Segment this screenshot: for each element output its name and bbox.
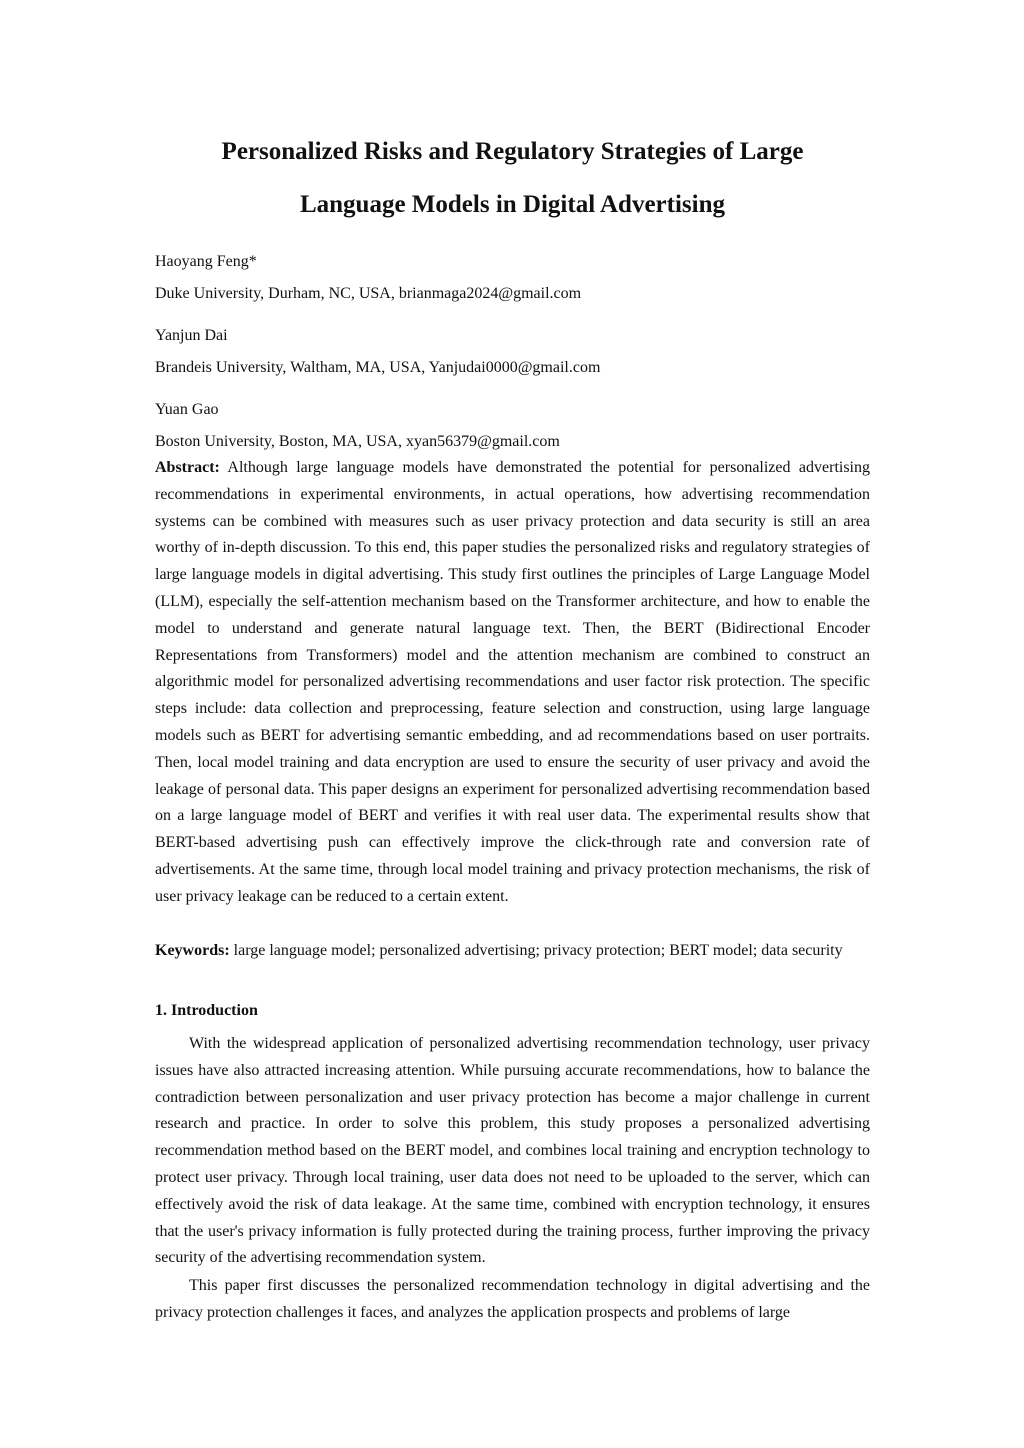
paper-title-line-2: Language Models in Digital Advertising xyxy=(299,191,726,218)
intro-paragraph: With the widespread application of personalized advertising recommendation technology, user privacy issues have also attracted increasing attention. While pursuing accurate recommendations, how to balance the contradiction between personalization and user privacy protection has become a major challenge in current research and practice. In order to solve this problem, this study proposes a personalized advertising recommendation method based on the BERT model, and combines local training and encryption technology to protect user privacy. Through local training, user data does not need to be uploaded to the server, which can effectively avoid the risk of data leakage. At the same time, combined with encryption technology, it ensures that the user's privacy information is fully protected during the training process, further improving the privacy security of the advertising recommendation system. xyxy=(155,1035,870,1267)
author-name: Haoyang Feng* xyxy=(155,253,257,270)
abstract-label: Abstract: xyxy=(155,459,220,476)
author-affiliation: Duke University, Durham, NC, USA, brianmaga2024@gmail.com xyxy=(155,285,582,302)
section-heading-introduction: 1. Introduction xyxy=(155,1002,258,1019)
keywords-label: Keywords: xyxy=(155,942,230,959)
author-affiliation: Brandeis University, Waltham, MA, USA, Yanjudai0000@gmail.com xyxy=(155,359,601,376)
keywords-paragraph xyxy=(155,938,870,965)
author-name: Yuan Gao xyxy=(155,401,219,418)
paper-title-line-1: Personalized Risks and Regulatory Strategies of Large xyxy=(221,138,804,165)
abstract-paragraph xyxy=(155,455,870,911)
abstract-text: Although large language models have demonstrated the potential for personalized advertising recommendations in experimental environments, in actual operations, how advertising recommendation systems can be combined with measures such as user privacy protection and data security is still an area worthy of in-depth discussion. To this end, this paper studies the personalized risks and regulatory strategies of large language models in digital advertising. This study first outlines the principles of Large Language Model (LLM), especially the self-attention mechanism based on the Transformer architecture, and how to enable the model to understand and generate natural language text. Then, the BERT (Bidirectional Encoder Representations from Transformers) model and the attention mechanism are combined to construct an algorithmic model for personalized advertising recommendations and user factor risk protection. The specific steps include: data collection and preprocessing, feature selection and construction, using large language models such as BERT for advertising semantic embedding, and ad recommendations based on user portraits. Then, local model training and data encryption are used to ensure the security of user privacy and avoid the leakage of personal data. This paper designs an experiment for personalized advertising recommendation based on a large language model of BERT and verifies it with real user data. The experimental results show that BERT-based advertising push can effectively improve the click-through rate and conversion rate of advertisements. At the same time, through local model training and privacy protection mechanisms, the risk of user privacy leakage can be reduced to a certain extent. xyxy=(155,459,870,905)
paper-page xyxy=(155,0,870,1448)
author-name: Yanjun Dai xyxy=(155,327,228,344)
intro-paragraph: This paper first discusses the personalized recommendation technology in digital advertising and the privacy protection challenges it faces, and analyzes the application prospects and problems of large xyxy=(155,1277,870,1321)
keywords-text: large language model; personalized advertising; privacy protection; BERT model; data security xyxy=(229,942,843,959)
author-affiliation: Boston University, Boston, MA, USA, xyan56379@gmail.com xyxy=(155,433,560,450)
